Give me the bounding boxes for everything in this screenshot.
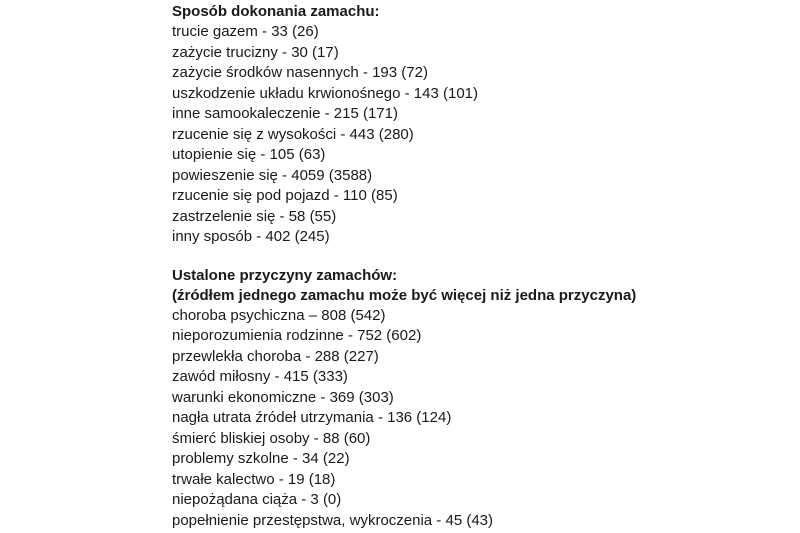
causes-title: Ustalone przyczyny zamachów: — [172, 266, 398, 284]
list-item: zażycie środków nasennych - 193 (72) — [172, 64, 428, 81]
list-item: warunki ekonomiczne - 369 (303) — [172, 388, 394, 406]
list-item: popełnienie przestępstwa, wykroczenia - 45 (43) — [172, 511, 493, 529]
document-content — [172, 2, 772, 531]
list-item: nieporozumienia rodzinne - 752 (602) — [172, 327, 422, 344]
list-item: trwałe kalectwo - 19 (18) — [172, 470, 336, 488]
list-item: uszkodzenie układu krwionośnego - 143 (101) — [172, 84, 479, 102]
list-item: zastrzelenie się - 58 (55) — [172, 207, 337, 225]
list-item: niepożądana ciąża - 3 (0) — [172, 491, 342, 508]
methods-section — [172, 2, 772, 248]
list-item: zażycie trucizny - 30 (17) — [172, 43, 339, 61]
list-item: trucie gazem - 33 (26) — [172, 23, 319, 40]
list-item: choroba psychiczna – 808 (542) — [172, 306, 386, 324]
list-item: przewlekła choroba - 288 (227) — [172, 347, 379, 365]
list-item: zawód miłosny - 415 (333) — [172, 368, 348, 385]
causes-list — [172, 306, 772, 532]
causes-section — [172, 266, 772, 532]
causes-subtitle: (źródłem jednego zamachu może być więcej niż jedna przyczyna) — [172, 286, 637, 304]
list-item: inne samookaleczenie - 215 (171) — [172, 105, 398, 122]
list-item: problemy szkolne - 34 (22) — [172, 450, 350, 467]
list-item: nagła utrata źródeł utrzymania - 136 (124) — [172, 409, 452, 426]
list-item: utopienie się - 105 (63) — [172, 146, 326, 163]
methods-title: Sposób dokonania zamachu: — [172, 3, 380, 20]
list-item: rzucenie się z wysokości - 443 (280) — [172, 125, 414, 143]
methods-list — [172, 22, 772, 248]
list-item: inny sposób - 402 (245) — [172, 228, 330, 245]
list-item: śmierć bliskiej osoby - 88 (60) — [172, 429, 371, 447]
list-item: rzucenie się pod pojazd - 110 (85) — [172, 187, 398, 204]
section-spacer — [172, 248, 772, 266]
list-item: powieszenie się - 4059 (3588) — [172, 166, 373, 184]
